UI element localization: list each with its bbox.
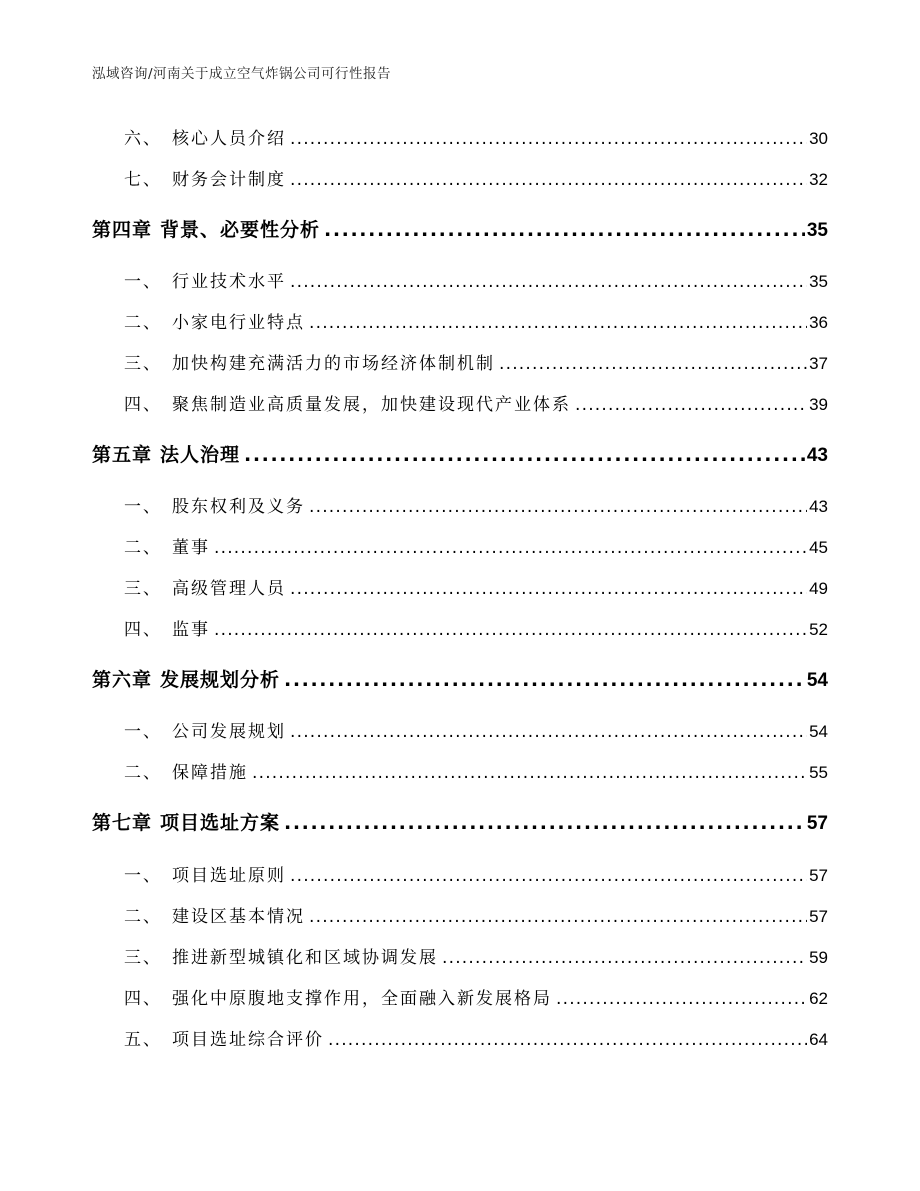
toc-entry-number: 一、 xyxy=(124,497,162,517)
toc-chapter-title: 项目选址方案 xyxy=(160,812,281,834)
toc-entry[interactable] xyxy=(124,861,828,886)
dot-leader xyxy=(328,1030,807,1050)
dot-leader xyxy=(284,669,805,691)
toc-entry-title: 加快构建充满活力的市场经济体制机制 xyxy=(172,354,495,374)
toc-entry-title: 行业技术水平 xyxy=(172,272,286,292)
dot-leader xyxy=(290,129,807,149)
toc-chapter-title: 发展规划分析 xyxy=(160,669,281,691)
toc-entry-page: 30 xyxy=(809,129,828,148)
toc-chapter-page: 35 xyxy=(806,220,828,241)
toc-chapter-title: 法人治理 xyxy=(160,444,241,466)
toc-entry[interactable] xyxy=(124,717,828,742)
toc-entry-page: 55 xyxy=(809,763,828,782)
toc-entry-title: 股东权利及义务 xyxy=(172,497,305,517)
dot-leader xyxy=(244,444,805,466)
toc-entry-number: 四、 xyxy=(124,395,162,415)
dot-leader xyxy=(575,395,807,415)
toc-chapter-title: 背景、必要性分析 xyxy=(160,219,321,241)
toc-chapter-page: 43 xyxy=(806,445,828,466)
toc-entry[interactable] xyxy=(124,574,828,599)
toc-entry-page: 45 xyxy=(809,538,828,557)
dot-leader xyxy=(290,722,807,742)
toc-entry-page: 36 xyxy=(809,313,828,332)
toc-chapter[interactable] xyxy=(92,215,828,242)
toc-entry-number: 三、 xyxy=(124,579,162,599)
toc-entry[interactable] xyxy=(124,349,828,374)
toc-entry-number: 二、 xyxy=(124,313,162,333)
dot-leader xyxy=(309,497,807,517)
toc-entry-title: 董事 xyxy=(172,538,210,558)
toc-entry-page: 43 xyxy=(809,497,828,516)
dot-leader xyxy=(556,989,807,1009)
toc-entry-title: 聚焦制造业高质量发展，加快建设现代产业体系 xyxy=(172,395,571,415)
toc-entry-page: 35 xyxy=(809,272,828,291)
toc-entry-page: 57 xyxy=(809,907,828,926)
toc-entry-page: 49 xyxy=(809,579,828,598)
toc-entry-number: 一、 xyxy=(124,866,162,886)
dot-leader xyxy=(214,620,807,640)
toc-entry-number: 四、 xyxy=(124,989,162,1009)
toc-entry[interactable] xyxy=(124,165,828,190)
toc-chapter[interactable] xyxy=(92,665,828,692)
toc-entry-number: 二、 xyxy=(124,907,162,927)
toc-entry[interactable] xyxy=(124,984,828,1009)
toc-entry-number: 二、 xyxy=(124,538,162,558)
dot-leader xyxy=(324,219,805,241)
toc-entry[interactable] xyxy=(124,390,828,415)
toc-entry[interactable] xyxy=(124,308,828,333)
dot-leader xyxy=(499,354,807,374)
toc-chapter[interactable] xyxy=(92,808,828,835)
toc-entry-page: 52 xyxy=(809,620,828,639)
toc-chapter-number: 第五章 xyxy=(92,444,153,466)
toc-chapter-number: 第七章 xyxy=(92,812,153,834)
dot-leader xyxy=(214,538,807,558)
toc-chapter-page: 57 xyxy=(806,813,828,834)
toc-entry-number: 五、 xyxy=(124,1030,162,1050)
toc-entry-title: 高级管理人员 xyxy=(172,579,286,599)
toc-entry-title: 核心人员介绍 xyxy=(172,129,286,149)
toc-entry[interactable] xyxy=(124,124,828,149)
toc-entry-title: 监事 xyxy=(172,620,210,640)
toc-entry-number: 一、 xyxy=(124,722,162,742)
dot-leader xyxy=(290,272,807,292)
toc-entry-title: 财务会计制度 xyxy=(172,170,286,190)
toc-entry-number: 二、 xyxy=(124,763,162,783)
toc-entry-page: 39 xyxy=(809,395,828,414)
toc-chapter-number: 第六章 xyxy=(92,669,153,691)
toc-entry-page: 54 xyxy=(809,722,828,741)
toc-entry-page: 64 xyxy=(809,1030,828,1049)
toc-entry[interactable] xyxy=(124,758,828,783)
toc-entry-number: 三、 xyxy=(124,948,162,968)
toc-chapter-number: 第四章 xyxy=(92,219,153,241)
toc-chapter-page: 54 xyxy=(806,670,828,691)
toc-chapter[interactable] xyxy=(92,440,828,467)
toc-entry-title: 公司发展规划 xyxy=(172,722,286,742)
toc-entry[interactable] xyxy=(124,533,828,558)
toc-entry-number: 四、 xyxy=(124,620,162,640)
dot-leader xyxy=(442,948,807,968)
toc-entry-title: 保障措施 xyxy=(172,763,248,783)
toc-entry-title: 项目选址原则 xyxy=(172,866,286,886)
toc-entry[interactable] xyxy=(124,943,828,968)
toc-entry[interactable] xyxy=(124,267,828,292)
toc-entry-title: 建设区基本情况 xyxy=(172,907,305,927)
toc-entry[interactable] xyxy=(124,902,828,927)
dot-leader xyxy=(290,170,807,190)
toc-entry-number: 三、 xyxy=(124,354,162,374)
page-header: 泓域咨询/河南关于成立空气炸锅公司可行性报告 xyxy=(92,66,392,82)
toc-entry[interactable] xyxy=(124,492,828,517)
toc-entry-page: 59 xyxy=(809,948,828,967)
toc-entry-number: 七、 xyxy=(124,170,162,190)
toc-entry-page: 32 xyxy=(809,170,828,189)
dot-leader xyxy=(252,763,807,783)
toc-entry-page: 37 xyxy=(809,354,828,373)
dot-leader xyxy=(290,866,807,886)
toc-entry-page: 57 xyxy=(809,866,828,885)
toc-entry[interactable] xyxy=(124,615,828,640)
dot-leader xyxy=(309,907,807,927)
toc-entry-number: 六、 xyxy=(124,129,162,149)
dot-leader xyxy=(290,579,807,599)
dot-leader xyxy=(284,812,805,834)
toc-entry-page: 62 xyxy=(809,989,828,1008)
toc-entry-title: 小家电行业特点 xyxy=(172,313,305,333)
toc-entry-title: 推进新型城镇化和区域协调发展 xyxy=(172,948,438,968)
toc-entry-number: 一、 xyxy=(124,272,162,292)
toc-entry-title: 强化中原腹地支撑作用，全面融入新发展格局 xyxy=(172,989,552,1009)
toc-entry[interactable] xyxy=(124,1025,828,1050)
toc-entry-title: 项目选址综合评价 xyxy=(172,1030,324,1050)
dot-leader xyxy=(309,313,807,333)
